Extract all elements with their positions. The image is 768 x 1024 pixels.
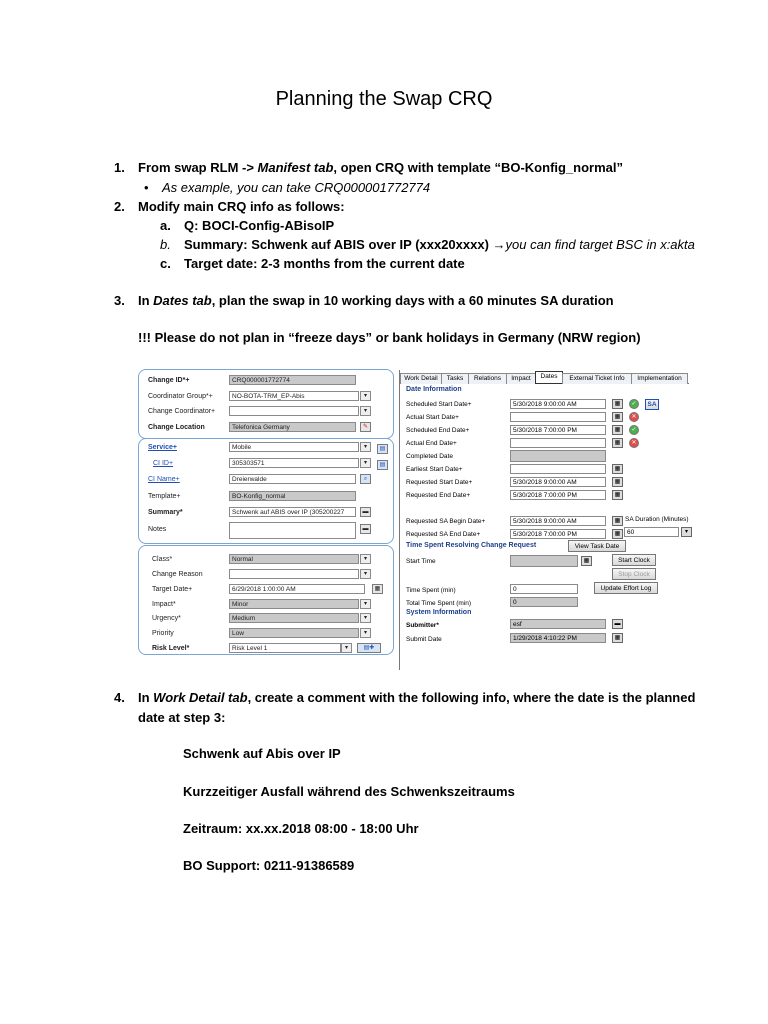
completed-date-label: Completed Date (406, 453, 453, 460)
risk-calculator-icon[interactable]: ▤✚ (357, 643, 381, 653)
step-1-tab: Manifest tab (257, 160, 334, 175)
sa-begin-calendar-icon[interactable]: ▦ (612, 516, 623, 526)
step-3-warning: !!! Please do not plan in “freeze days” or bank holidays in Germany (NRW region) (138, 330, 641, 345)
submitter-field: esf (510, 619, 606, 629)
requested-sa-begin-label: Requested SA Begin Date+ (406, 518, 486, 525)
earliest-start-label: Earliest Start Date+ (406, 466, 463, 473)
time-spent-field[interactable]: 0 (510, 584, 578, 594)
system-information-heading: System Information (406, 609, 472, 616)
risk-level-label: Risk Level* (152, 645, 190, 652)
start-time-field (510, 555, 578, 567)
scheduled-start-label: Scheduled Start Date+ (406, 401, 472, 408)
comment-line-2: Kurzzeitiger Ausfall während des Schwenkszeitraums (183, 784, 515, 799)
class-dropdown[interactable]: ▾ (360, 554, 371, 564)
comment-line-1: Schwenk auf Abis over IP (183, 746, 341, 761)
urgency-dropdown[interactable]: ▾ (360, 613, 371, 623)
step-4-post: , create a comment with the following info, where the date is the planned (247, 690, 696, 705)
green-check-icon[interactable]: ✓ (629, 425, 639, 435)
step-2a-text: Q: BOCI-Config-ABisoIP (184, 218, 335, 233)
actual-start-calendar-icon[interactable]: ▦ (612, 412, 623, 422)
start-time-calendar-icon[interactable]: ▦ (581, 556, 592, 566)
step-4-number: 4. (114, 690, 125, 705)
ci-id-link[interactable]: CI ID+ (153, 460, 174, 467)
template-label: Template+ (148, 493, 181, 500)
step-2a-mark: a. (160, 218, 171, 233)
step-1-mid: , open CRQ with template “ (333, 160, 501, 175)
tab-panel-border (399, 370, 400, 670)
submitter-label: Submitter* (406, 622, 439, 629)
coordinator-group-dropdown[interactable]: ▾ (360, 391, 371, 401)
tab-impact[interactable]: Impact (506, 373, 536, 384)
step-1-pre: From swap RLM -> (138, 160, 258, 175)
step-4-pre: In (138, 690, 154, 705)
step-1-template: BO-Konfig_normal (500, 160, 617, 175)
notes-field[interactable] (229, 522, 356, 539)
step-4-text (138, 690, 695, 706)
actual-start-label: Actual Start Date+ (406, 414, 459, 421)
step-2c-text: Target date: 2-3 months from the current date (184, 256, 465, 271)
red-clear-icon[interactable]: ✕ (629, 438, 639, 448)
earliest-start-calendar-icon[interactable]: ▦ (612, 464, 623, 474)
summary-label: Summary* (148, 509, 183, 516)
template-field: BO-Konfig_normal (229, 491, 356, 501)
change-reason-dropdown[interactable]: ▾ (360, 569, 371, 579)
step-1-number: 1. (114, 160, 125, 175)
step-4-tab: Work Detail tab (153, 690, 248, 705)
summary-expand-button[interactable]: ▬ (360, 507, 371, 517)
requested-start-field[interactable]: 5/30/2018 9:00:00 AM (510, 477, 606, 487)
requested-sa-end-field[interactable]: 5/30/2018 7:00:00 PM (510, 529, 606, 539)
sa-badge[interactable]: SA (645, 399, 659, 410)
actual-end-field[interactable] (510, 438, 606, 448)
step-2b-text (184, 237, 695, 253)
priority-dropdown[interactable]: ▾ (360, 628, 371, 638)
ci-name-field[interactable]: Dreierwalde (229, 474, 356, 484)
scheduled-end-field[interactable]: 5/30/2018 7:00:00 PM (510, 425, 606, 435)
view-task-date-button[interactable]: View Task Date (568, 540, 626, 552)
impact-dropdown[interactable]: ▾ (360, 599, 371, 609)
scheduled-start-field[interactable]: 5/30/2018 9:00:00 AM (510, 399, 606, 409)
target-date-field[interactable]: 6/29/2018 1:00:00 AM (229, 584, 365, 594)
requested-sa-begin-field[interactable]: 5/30/2018 9:00:00 AM (510, 516, 606, 526)
step-3-text (138, 293, 614, 309)
stop-clock-button[interactable]: Stop Clock (612, 568, 656, 580)
step-2-text: Modify main CRQ info as follows: (138, 199, 345, 214)
submit-date-calendar-icon[interactable]: ▦ (612, 633, 623, 643)
requested-sa-end-label: Requested SA End Date+ (406, 531, 481, 538)
bullet-icon: • (144, 180, 149, 195)
requested-start-calendar-icon[interactable]: ▦ (612, 477, 623, 487)
coordinator-group-field[interactable]: NO-BOTA-TRM_EP-Abis (229, 391, 359, 401)
urgency-field[interactable]: Medium (229, 613, 359, 623)
requested-end-calendar-icon[interactable]: ▦ (612, 490, 623, 500)
service-link[interactable]: Service+ (148, 444, 177, 451)
tab-dates[interactable]: Dates (535, 371, 563, 384)
red-clear-icon[interactable]: ✕ (629, 412, 639, 422)
change-id-label: Change ID*+ (148, 377, 190, 384)
risk-level-dropdown[interactable]: ▾ (341, 643, 352, 653)
arrow-right-icon: → (492, 237, 506, 252)
target-date-label: Target Date+ (152, 586, 193, 593)
actual-start-field[interactable] (510, 412, 606, 422)
earliest-start-field[interactable] (510, 464, 606, 474)
class-field[interactable]: Normal (229, 554, 359, 564)
change-reason-field[interactable] (229, 569, 359, 579)
comment-line-4: BO Support: 0211-91386589 (183, 858, 355, 873)
summary-field[interactable]: Schwenk auf ABIS over IP (305200227 (229, 507, 356, 517)
green-check-icon[interactable]: ✓ (629, 399, 639, 409)
start-time-label: Start Time (406, 558, 436, 565)
class-label: Class* (152, 556, 173, 563)
total-time-label: Total Time Spent (min) (406, 600, 472, 607)
step-3-pre: In (138, 293, 154, 308)
impact-field[interactable]: Minor (229, 599, 359, 609)
start-clock-button[interactable]: Start Clock (612, 554, 656, 566)
tab-implementation[interactable]: Implementation (631, 373, 688, 384)
submit-date-field: 1/29/2018 4:10:22 PM (510, 633, 606, 643)
tab-relations[interactable]: Relations (468, 373, 507, 384)
priority-field[interactable]: Low (229, 628, 359, 638)
change-location-label: Change Location (148, 424, 205, 431)
scheduled-end-calendar-icon[interactable]: ▦ (612, 425, 623, 435)
ci-search-icon[interactable]: ⌕ (360, 474, 371, 484)
step-2b-note: you can find target BSC in x:akta (505, 237, 695, 252)
step-4-continuation: date at step 3: (138, 710, 226, 725)
page-title: Planning the Swap CRQ (275, 88, 493, 110)
ci-name-link[interactable]: CI Name+ (148, 476, 180, 483)
service-field[interactable]: Mobile (229, 442, 359, 452)
service-dropdown[interactable]: ▾ (360, 442, 371, 452)
date-information-heading: Date Information (406, 386, 462, 393)
change-coordinator-label: Change Coordinator+ (148, 408, 216, 415)
sa-duration-field[interactable]: 60 (624, 527, 679, 537)
coordinator-group-label: Coordinator Group*+ (148, 393, 213, 400)
change-id-field: CRQ000001772774 (229, 375, 356, 385)
update-effort-log-button[interactable]: Update Effort Log (594, 582, 658, 594)
ci-id-field[interactable]: 305303571 (229, 458, 359, 468)
edit-location-icon[interactable]: ✎ (360, 422, 371, 432)
step-2c-mark: c. (160, 256, 171, 271)
step-2b-summary: Summary: Schwenk auf ABIS over IP (xxx20xxxx) (184, 237, 489, 252)
scheduled-start-calendar-icon[interactable]: ▦ (612, 399, 623, 409)
step-3-number: 3. (114, 293, 125, 308)
step-3-tab: Dates tab (153, 293, 212, 308)
notes-expand-button[interactable]: ▬ (360, 524, 371, 534)
step-2-number: 2. (114, 199, 125, 214)
requested-end-label: Requested End Date+ (406, 492, 471, 499)
ci-lookup-icon[interactable]: ▤ (377, 460, 388, 470)
submit-date-label: Submit Date (406, 636, 442, 643)
tab-external-ticket-info[interactable]: External Ticket Info (562, 373, 632, 384)
change-coordinator-field[interactable] (229, 406, 359, 416)
priority-label: Priority (152, 630, 174, 637)
target-date-calendar-icon[interactable]: ▦ (372, 584, 383, 594)
scheduled-end-label: Scheduled End Date+ (406, 427, 470, 434)
time-spent-label: Time Spent (min) (406, 587, 456, 594)
completed-date-field (510, 450, 606, 462)
time-spent-heading: Time Spent Resolving Change Request (406, 542, 537, 549)
ci-id-dropdown[interactable]: ▾ (360, 458, 371, 468)
step-3-post: , plan the swap in 10 working days with a 60 minutes SA duration (211, 293, 614, 308)
urgency-label: Urgency* (152, 615, 181, 622)
comment-line-3: Zeitraum: xx.xx.2018 08:00 - 18:00 Uhr (183, 821, 419, 836)
actual-end-label: Actual End Date+ (406, 440, 457, 447)
requested-start-label: Requested Start Date+ (406, 479, 473, 486)
tab-tasks[interactable]: Tasks (441, 373, 469, 384)
notes-label: Notes (148, 526, 167, 533)
step-1-text (138, 160, 623, 176)
total-time-field: 0 (510, 597, 578, 607)
step-1-post: ” (616, 160, 624, 175)
lookup-icon[interactable]: ▤ (377, 444, 388, 454)
change-coordinator-dropdown[interactable]: ▾ (360, 406, 371, 416)
step-2b-mark: b. (160, 237, 171, 252)
sa-duration-dropdown[interactable]: ▾ (681, 527, 692, 537)
risk-level-field[interactable]: Risk Level 1 (229, 643, 341, 653)
sa-duration-label: SA Duration (Minutes) (625, 516, 689, 523)
requested-end-field[interactable]: 5/30/2018 7:00:00 PM (510, 490, 606, 500)
change-reason-label: Change Reason (152, 571, 203, 578)
actual-end-calendar-icon[interactable]: ▦ (612, 438, 623, 448)
tab-work-detail[interactable]: Work Detail (400, 373, 442, 384)
step-1-bullet: As example, you can take CRQ000001772774 (162, 180, 431, 195)
sa-end-calendar-icon[interactable]: ▦ (612, 529, 623, 539)
submitter-expand-button[interactable]: ▬ (612, 619, 623, 629)
change-location-field: Telefonica Germany (229, 422, 356, 432)
impact-label: Impact* (152, 601, 176, 608)
